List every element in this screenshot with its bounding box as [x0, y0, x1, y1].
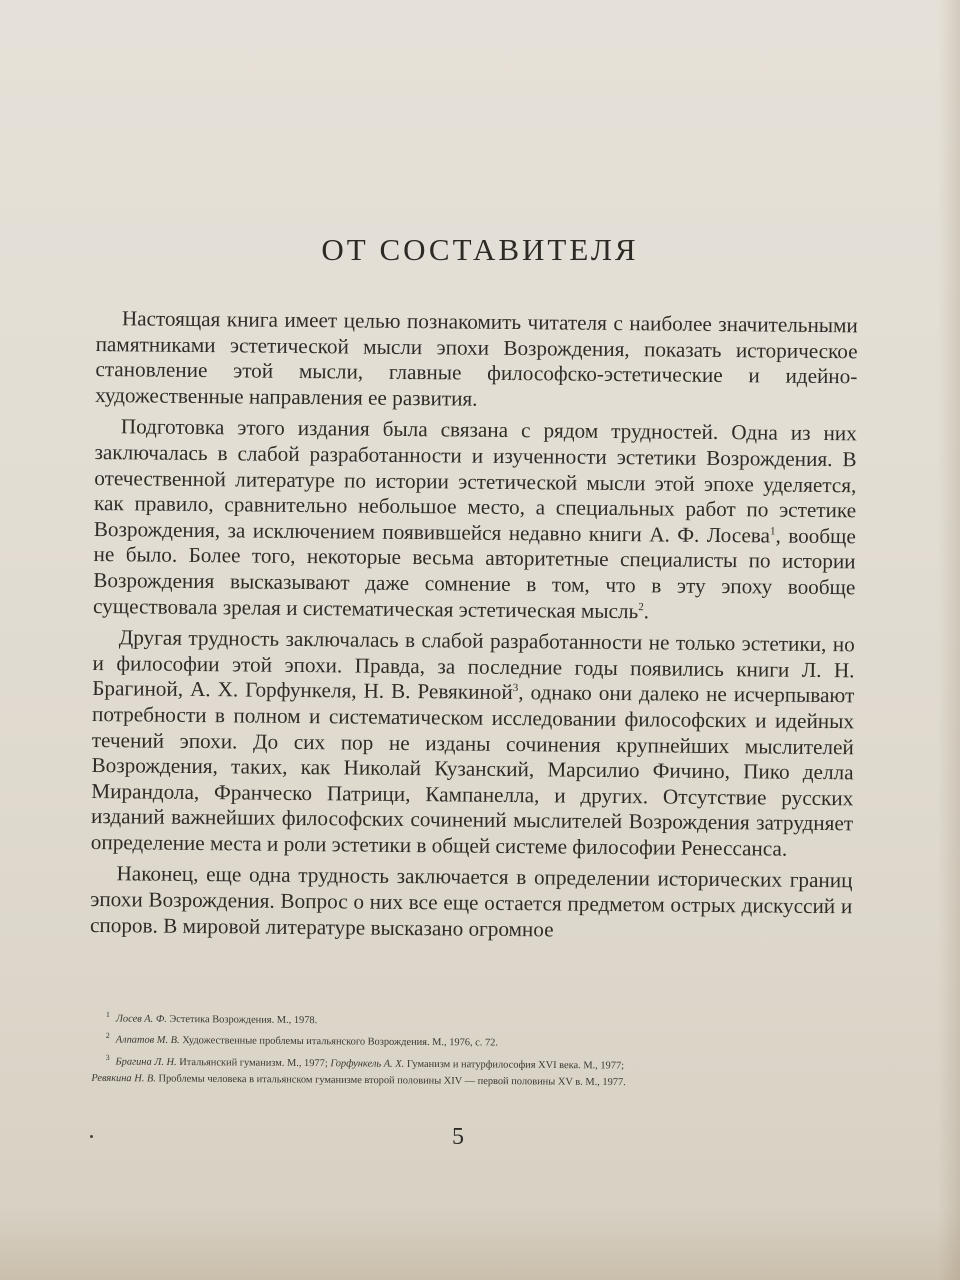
footnote-number: 1 [105, 1009, 110, 1020]
footnote-text: Проблемы человека в итальянском гуманизме второй половины XIV — первой половины XV в. М., 1977. [158, 1073, 626, 1089]
paragraph [93, 414, 857, 626]
paragraph [90, 861, 853, 945]
footnote-marker: 3 [512, 682, 519, 695]
footnote-number: 3 [105, 1052, 110, 1062]
footnote-marker: 2 [638, 600, 644, 613]
footnote-text: Гуманизм и натурфилософия XVI века. М., 1977; [406, 1058, 625, 1072]
footnote-text: Итальянский гуманизм. М., 1977; [179, 1056, 328, 1070]
paragraph [91, 625, 855, 863]
footnote-author: Ревякина Н. В. [91, 1073, 156, 1085]
paragraph-text: Наконец, еще одна трудность заключается в определении исторических границ эпохи Возрождения. Вопрос о них все еще остается предметом острых дискуссий и споров. В мировой литературе высказано огромное [89, 861, 853, 942]
footnotes [91, 1006, 836, 1093]
footnote-author: Лосев А. Ф. [115, 1013, 167, 1025]
page-number: 5 [452, 1124, 464, 1150]
page-speck [90, 1135, 93, 1138]
footnote-author: Горфункель А. Х. [330, 1058, 405, 1070]
paragraph [95, 306, 858, 416]
paragraph-text: . [643, 598, 650, 623]
paragraph-text: , вообще не было. Более того, некоторые весьма авторитетные специалисты по истории Возрождения высказывают даже сомнение в том, что в эту эпоху вообще существовала зрелая и систематическая эстетическая мысль [93, 523, 856, 623]
footnote-number: 2 [105, 1031, 110, 1041]
paragraph-text: Подготовка этого издания была связана с рядом трудностей. Одна из них заключалась в слабой разработанности и изученности эстетики Возрождения. В отечественной литературе по истории эстетической мысли этой эпохе уделяется, как правило, сравнительно небольшое место, а специальных работ по эстетике Возрождения, за исключением появившейся недавно книги А. Ф. Лосева [93, 414, 857, 548]
footnote-text: Эстетика Возрождения. М., 1978. [169, 1013, 318, 1027]
main-text [90, 306, 858, 952]
page-title: ОТ СОСТАВИТЕЛЯ [321, 232, 639, 267]
paragraph-text: Другая трудность заключалась в слабой разработанности не только эстетики, но и философии этой эпохи. Правда, за последние годы появились книги Л. Н. Брагиной, А. Х. Горфункеля, Н. В. Ревякиной [92, 625, 855, 705]
paragraph-text: , однако они далеко не исчерпывают потребности в полном и систематическом исследовании философских и идейных течений эпохи. До сих пор не изданы сочинения крупнейших мыслителей Возрождения, таких, как Николай Кузанский, Марсилио Фичино, Пико делла Мирандола, Франческо Патрици, Кампанелла, и других. Отсутствие русских изданий важнейших философских сочинений мыслителей Возрождения затрудняет определение места и роли эстетики в общей системе философии Ренессанса. [90, 680, 855, 861]
footnote-text: Художественные проблемы итальянского Возрождения. М., 1976, с. 72. [182, 1035, 499, 1050]
footnote-author: Брагина Л. Н. [115, 1056, 177, 1068]
footnote-marker: 1 [769, 525, 776, 538]
paragraph-text: Настоящая книга имеет целью познакомить читателя с наиболее значительными памятниками эстетической мысли эпохи Возрождения, показать историческое становление этой мысли, главные философско-эстетические и идейно-художественные направления ее развития. [95, 306, 858, 411]
footnote-author: Алпатов М. В. [115, 1035, 180, 1047]
